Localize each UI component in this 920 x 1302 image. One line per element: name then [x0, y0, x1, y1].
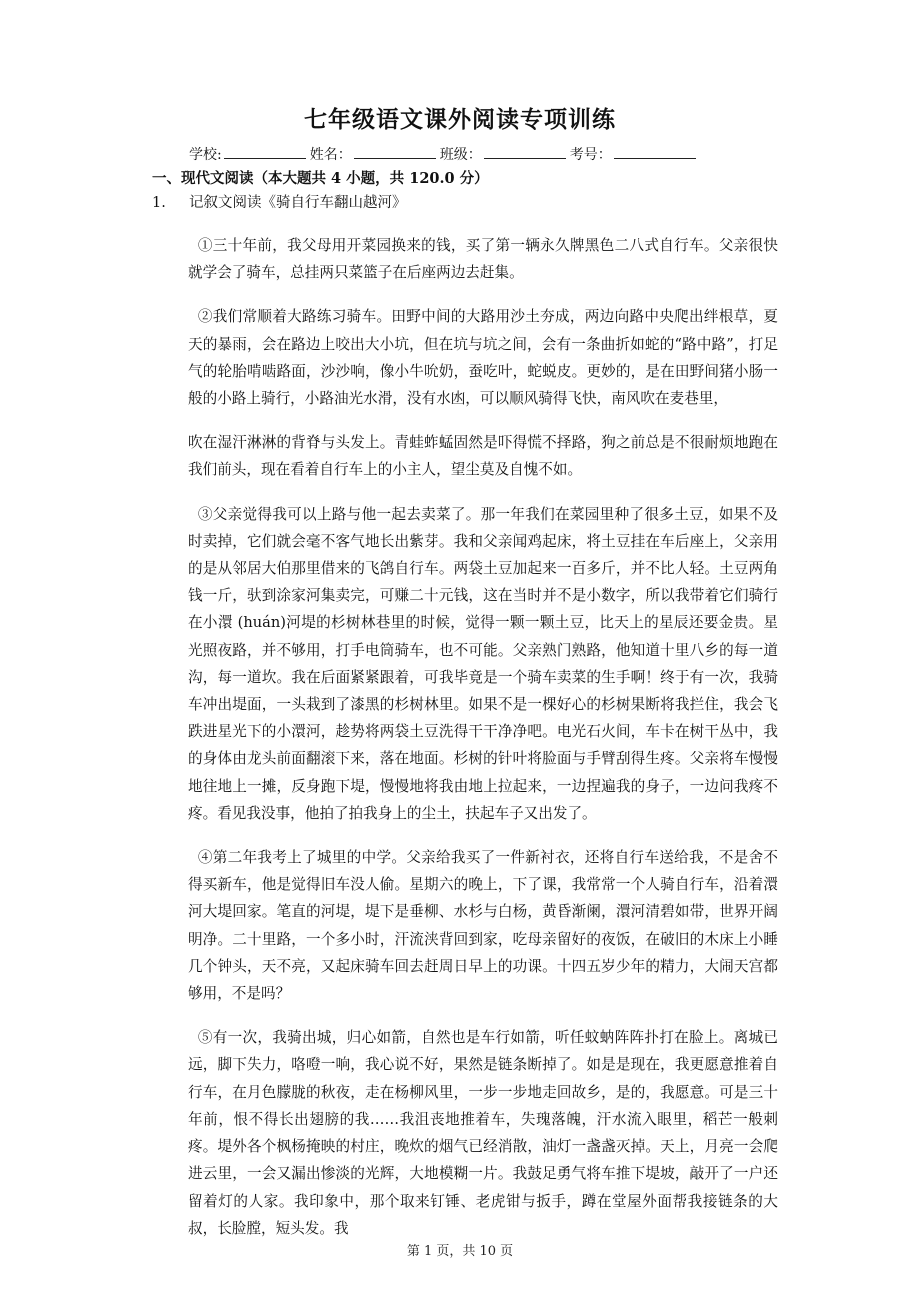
- paragraph-text: ①三十年前，我父母用开菜园换来的钱，买了第一辆永久牌黑色二八式自行车。父亲很快就学会了骑车，总挂两只菜篮子在后座两边去赶集。: [188, 237, 778, 282]
- student-info-line: [189, 144, 700, 166]
- document-title: 七年级语文课外阅读专项训练: [304, 106, 616, 133]
- name-label: 姓名：: [309, 147, 352, 163]
- school-label: 学校:: [189, 147, 222, 163]
- passage-paragraph-2-cont: [188, 429, 778, 483]
- exam-number-label: 考号：: [569, 147, 612, 163]
- school-blank[interactable]: [224, 144, 306, 159]
- name-blank[interactable]: [354, 144, 436, 159]
- question-number: 1.: [152, 195, 166, 211]
- passage-paragraph-3: [188, 501, 778, 827]
- reading-passage: [188, 232, 778, 1259]
- passage-paragraph-4: [188, 844, 778, 1007]
- paragraph-text: ④第二年我考上了城里的中学。父亲给我买了一件新衬衣，还将自行车送给我，不是舍不得买新车，他是觉得旧车没人偷。星期六的晚上，下了课，我常常一个人骑自行车，沿着澴河大堤回家。笔直的河堤，堤下是垂柳、水杉与白杨，黄昏渐阑，澴河清碧如带，世界开阔明净。二十里路，一个多小时，汗流浃背回到家，吃母亲留好的夜饭，在破旧的木床上小睡几个钟头，天不亮，又起床骑车回去赶周日早上的功课。十四五岁少年的精力，大闹天宫都够用，不是吗？: [188, 849, 778, 1003]
- passage-paragraph-1: [188, 232, 778, 286]
- question-prompt: 记叙文阅读《骑自行车翻山越河》: [189, 195, 407, 211]
- passage-paragraph-5: [188, 1024, 778, 1242]
- passage-paragraph-2: [188, 303, 778, 412]
- page-footer: 第 1 页，共 10 页: [406, 1244, 514, 1259]
- paragraph-text: 吹在湿汗淋淋的背脊与头发上。青蛙蚱蜢固然是吓得慌不择路，狗之前总是不很耐烦地跑在我们前头，现在看着自行车上的小主人，望尘莫及自愧不如。: [188, 434, 778, 479]
- question-1: [152, 192, 407, 214]
- paragraph-text: ⑤有一次，我骑出城，归心如箭，自然也是车行如箭，听任蚊蚋阵阵扑打在脸上。离城已远，脚下失力，咯噔一响，我心说不好，果然是链条断掉了。如是是现在，我更愿意推着自行车，在月色朦胧的秋夜，走在杨柳风里，一步一步地走回故乡，是的，我愿意。可是三十年前，恨不得长出翅膀的我……我沮丧地推着车，失瑰落魄，汗水流入眼里，稻芒一般刺疼。堤外各个枫杨掩映的村庄，晚炊的烟气已经消散，油灯一盏盏灭掉。天上，月亮一会爬进云里，一会又漏出惨淡的光辉，大地模糊一片。我鼓足勇气将车推下堤坡，敲开了一户还留着灯的人家。我印象中，那个取来钉锤、老虎钳与扳手，蹲在堂屋外面帮我接链条的大叔，长脸膛，短头发。我: [188, 1029, 778, 1237]
- paragraph-text: ②我们常顺着大路练习骑车。田野中间的大路用沙土夯成，两边向路中央爬出绊根草，夏天的暴雨，会在路边上咬出大小坑，但在坑与坑之间，会有一条曲折如蛇的“路中路”，打足气的轮胎啃啮路面，沙沙响，像小牛吮奶，蚕吃叶，蛇蜕皮。更妙的，是在田野间猪小肠一般的小路上骑行，小路油光水滑，没有水凼，可以顺风骑得飞快，南风吹在麦巷里，: [188, 308, 778, 408]
- class-label: 班级：: [439, 147, 482, 163]
- class-blank[interactable]: [484, 144, 566, 159]
- paragraph-text: ③父亲觉得我可以上路与他一起去卖菜了。那一年我们在菜园里种了很多土豆，如果不及时卖掉，它们就会毫不客气地长出紫芽。我和父亲闻鸡起床，将土豆挂在车后座上，父亲用的是从邻居大伯那里借来的飞鸽自行车。两袋土豆加起来一百多斤，并不比人轻。土豆两角钱一斤，驮到涂家河集卖完，可赚二十元钱，这在当时并不是小数字，所以我带着它们骑行在小澴 (huán)河堤的杉树林巷里的时候，觉得一颗一颗土豆，比天上的星辰还要金贵。星光照夜路，并不够用，打手电筒骑车，也不可能。父亲熟门熟路，他知道十里八乡的每一道沟，每一道坎。我在后面紧紧跟着，可我毕竟是一个骑车卖菜的生手啊！终于有一次，我骑车冲出堤面，一头栽到了漆黑的杉树林里。如果不是一棵好心的杉树果断将我拦住，我会飞跌进星光下的小澴河，趁势将两袋土豆洗得干干净净吧。电光石火间，车卡在树干丛中，我的身体由龙头前面翻滚下来，落在地面。杉树的针叶将脸面与手臂刮得生疼。父亲将车慢慢地往地上一摊，反身跑下堤，慢慢地将我由地上拉起来，一边捏遍我的身子，一边问我疼不疼。看见我没事，他拍了拍我身上的尘土，扶起车子又出发了。: [188, 505, 778, 822]
- exam-number-blank[interactable]: [614, 144, 696, 159]
- section-heading: 一、现代文阅读（本大题共 4 小题，共 120.0 分）: [152, 170, 489, 187]
